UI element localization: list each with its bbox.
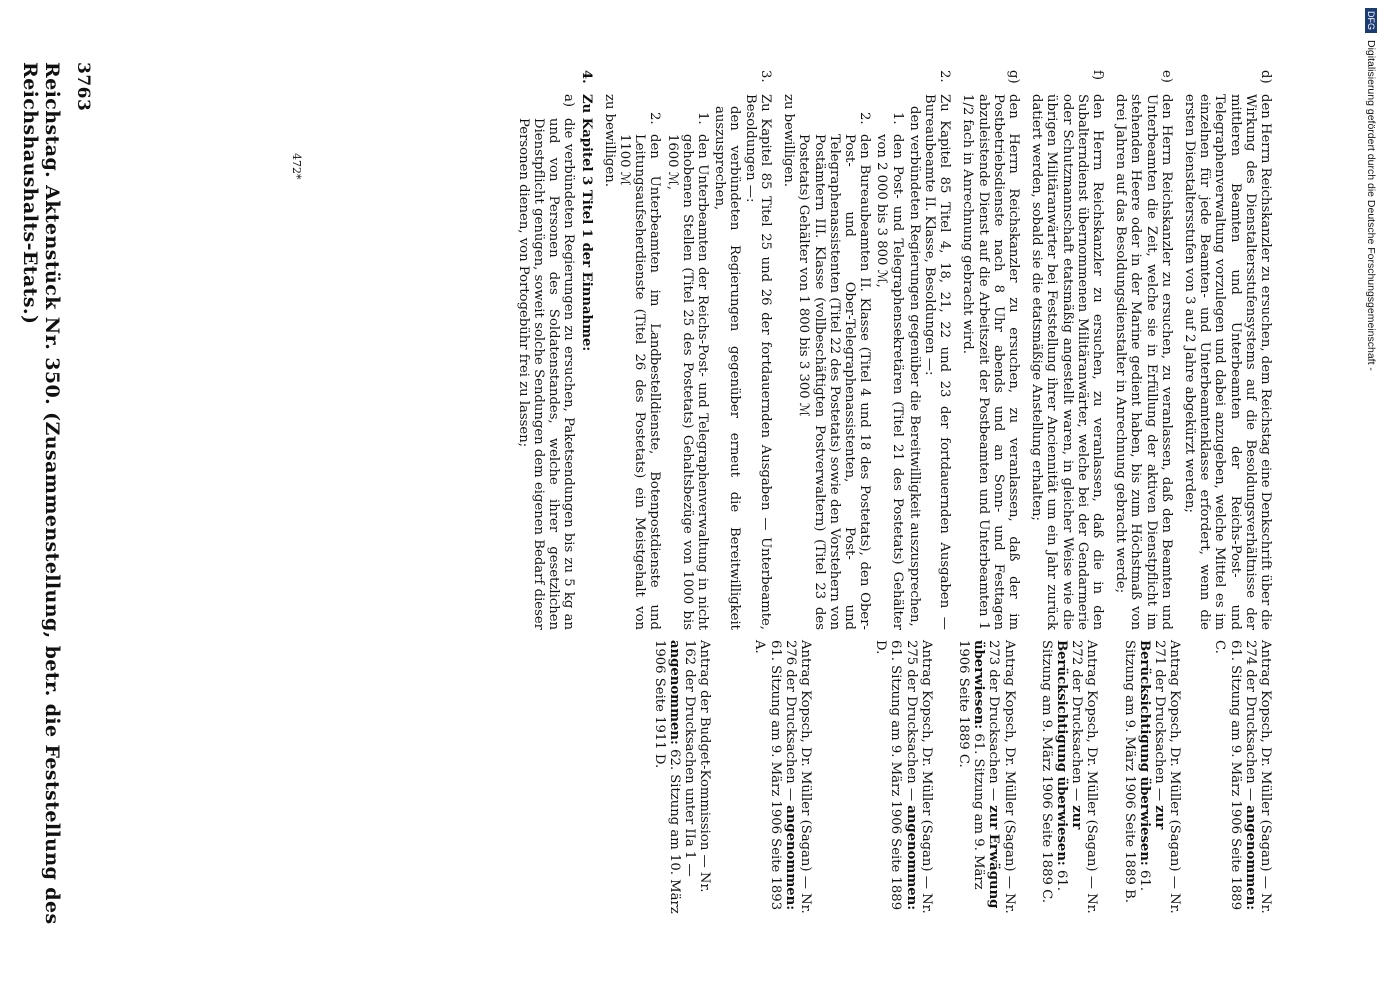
item-label: g) [1005,70,1021,84]
motion-text: Antrag Kopsch, Dr. Müller (Sagan) — Nr. 274 der Drucksachen — [1242,640,1273,914]
paragraph-f [1029,70,1105,630]
motion-result: angenommen: [782,805,798,911]
section-intro: Zu Kapitel 85 Titel 25 und 26 der fortdauernden Ausgaben — Unterbeamte, Besoldungen —: [742,94,773,630]
motion-session: 61. Sitzung am 9. März 1906 Seite 1889 C. [1038,640,1069,903]
motion-result: angenommen: [666,640,682,745]
motion-result: zur Erwägung überwiesen: [971,640,1002,909]
section-intro: Zu Kapitel 85 Titel 4, 18, 21, 22 und 23 der fortdauernden Ausgaben — Bureaubeamte II. Klasse, Besoldungen —: [921,94,953,630]
motion-session: 61. Sitzung am 9. März 1906 Seite 1893 A. [752,640,783,911]
motion-entry [752,640,813,920]
paragraph-e [1113,70,1174,630]
item-label: d) [1258,70,1273,84]
subitem-label: 1. [695,112,711,125]
subitem-text: den Bureaubeamten II. Klasse (Titel 4 und 18 des Postetats), den Ober-Post- und Ober-Telegraphenassistenten, Post- und Telegraphenassistenten (Titel 22 des Postetats) sowie den Vorstehern von Postämtern III. Klasse (vollbeschäftigten Postverwaltern) (Titel 23 des Postetats) Gehälter von 1 800 bis 3 300 ℳ [796,134,873,630]
section-4 [516,70,594,630]
motion-session: 62. Sitzung am 10. März 1906 Seite 1911 D. [651,640,682,914]
motion-entry [956,640,1017,920]
section-number: 2. [937,70,953,83]
motion-result: angenommen: [903,805,919,911]
motion-entry [1121,640,1182,920]
item-text: den Herrn Reichskanzler zu ersuchen, zu veranlassen, daß den Beamten und Unterbeamten die Zeit, welche sie in Erfüllung der aktiven Dienstpflicht im stehenden Heere oder in der Marine gedient haben, bis zum Höchstmaß von drei Jahren auf das Besoldungsdienstalter in Anrechnung gebracht werde; [1113,94,1174,630]
motion-text: Antrag Kopsch, Dr. Müller (Sagan) — Nr. 273 der Drucksachen — [986,640,1017,914]
page-number: 3763 [73,62,93,112]
paragraph-g [960,70,1021,630]
motion-entry [1039,640,1100,920]
digitization-note: Digitalisierung gefördert durch die Deutsche Forschungsgemeinschaft - [1365,40,1377,371]
section-closing: zu bewilligen. [601,94,617,187]
subitem-text: den Post- und Telegraphensekretären (Titel 21 des Postetats) Gehälter von 2 000 bis 3 800 ℳ, [874,134,905,630]
item-text: den Herrn Reichskanzler zu ersuchen, zu veranlassen, daß der im Postbetriebsdienste nach 8 Uhr abends und an Sonn- und Festtagen abzuleistende Dienst auf die Arbeitszeit der Postbeamten und Unterbeamten 1 1/2 fach in Anrechnung gebracht wird. [960,94,1021,630]
motion-session: 61. Sitzung am 9. März 1906 Seite 1889 D. [873,640,904,911]
left-column [508,70,1273,630]
motion-result: zur Berücksichtigung überwiesen: [1136,640,1167,866]
motion-session: 61. Sitzung am 9. März 1906 Seite 1889 C. [955,640,987,890]
right-column [641,640,1273,920]
motion-text: Antrag Kopsch, Dr. Müller (Sagan) — Nr. 275 der Drucksachen — [903,640,934,914]
section-number: 3. [757,70,773,83]
motion-entry [873,640,934,920]
subitem-1 [874,94,904,630]
subitem-a [516,94,577,630]
running-title: Reichstag. Aktenstück Nr. 350. (Zusammenstellung, betr. die Feststellung des Reichshaushalts-Etats.) [19,62,63,925]
section-intro: Zu Kapitel 3 Titel 1 der Einnahme: [578,94,594,352]
motion-text: Antrag Kopsch, Dr. Müller (Sagan) — Nr. 276 der Drucksachen — [782,640,813,914]
subitem-label: 1. [889,112,905,125]
paragraph-d [1182,70,1273,630]
section-2 [781,70,952,630]
motion-session: 61. Sitzung am 9. März 1906 Seite 1889 B. [1121,640,1152,904]
subitem-label: a) [561,94,577,108]
motion-text: Antrag Kopsch, Dr. Müller (Sagan) — Nr. 272 der Drucksachen — [1069,640,1100,914]
section-number: 4. [578,70,594,84]
subitem-label: 2. [647,112,663,125]
subitem-2 [617,94,663,630]
subitem-text: den Unterbeamten der Reichs-Post- und Telegraphenverwaltung in nicht gehobenen Stellen (Titel 25 des Postetats) Gehaltsbezüge von 1000 bis 1600 ℳ, [664,134,711,630]
motion-text: Antrag der Budget-Kommission — Nr. 162 der Drucksachen unter IIa 1 — [681,640,713,893]
section-3 [602,70,773,630]
item-label: e) [1158,70,1174,83]
motion-text: Antrag Kopsch, Dr. Müller (Sagan) — Nr. 271 der Drucksachen — [1151,640,1183,914]
motion-result: angenommen: [1242,805,1258,911]
motion-session: 61. Sitzung am 9. März 1906 Seite 1889 C. [1212,640,1243,911]
item-text: den Herrn Reichskanzler zu ersuchen, dem Reichstag eine Denkschrift über die Wirkung des Dienstaltersstufensystems auf die Besoldungsverhältnisse der mittleren Beamten und Unterbeamten der Reichs-Post- und Telegraphenverwaltung vorzulegen und dabei anzugeben, welche Mittel es im einzelnen für jede Beamten- und Unterbeamtenklasse erfordert, wenn die ersten Dienstaltersstufen von 3 auf 2 Jahre abgekürzt werden; [1181,94,1273,630]
section-lead: den verbündeten Regierungen gegenüber erneut die Bereitwilligkeit auszusprechen, [712,106,743,630]
item-label: f) [1089,70,1105,81]
subitem-2 [796,94,872,630]
motion-entry [651,640,712,920]
motion-entry [1212,640,1273,920]
subitem-label: 2. [857,112,873,125]
page-signature: 472* [290,153,303,180]
subitem-text: die verbündeten Regierungen zu ersuchen, Paketsendungen bis zu 5 kg an und von Personen des Soldatenstandes, welche ihrer gesetzlichen Dienstpflicht genügen, soweit solche Sendungen dem eigenen Bedarf dieser Personen dienen, von Portogebühr frei zu lassen; [515,118,577,630]
dfg-logo: DFG [1365,8,1377,33]
section-closing: zu bewilligen. [781,94,797,187]
text-columns [103,70,1273,920]
subitem-text: den Unterbeamten im Landbestelldienste, Botenpostdienste und Leitungsaufseherdienste (Titel 26 des Postetats) ein Meistgehalt von 1100 ℳ [617,134,663,630]
subitem-1 [664,94,710,630]
motion-result: zur Berücksichtigung überwiesen: [1053,640,1085,866]
item-text: den Herrn Reichskanzler zu ersuchen, zu veranlassen, daß die in den Subalterndienst übernommenen Militäranwärter, welche bei der Gendarmerie oder Schutzmannschaft etatsmäßig angestellt waren, in gleicher Weise wie die übrigen Militäranwärter bei Feststellung ihrer Anciennität um ein Jahr zurück datiert werden, sobald sie die etatsmäßige Anstellung erhalten; [1029,94,1105,630]
section-lead: den verbündeten Regierungen gegenüber die Bereitwilligkeit auszusprechen, [906,106,922,627]
